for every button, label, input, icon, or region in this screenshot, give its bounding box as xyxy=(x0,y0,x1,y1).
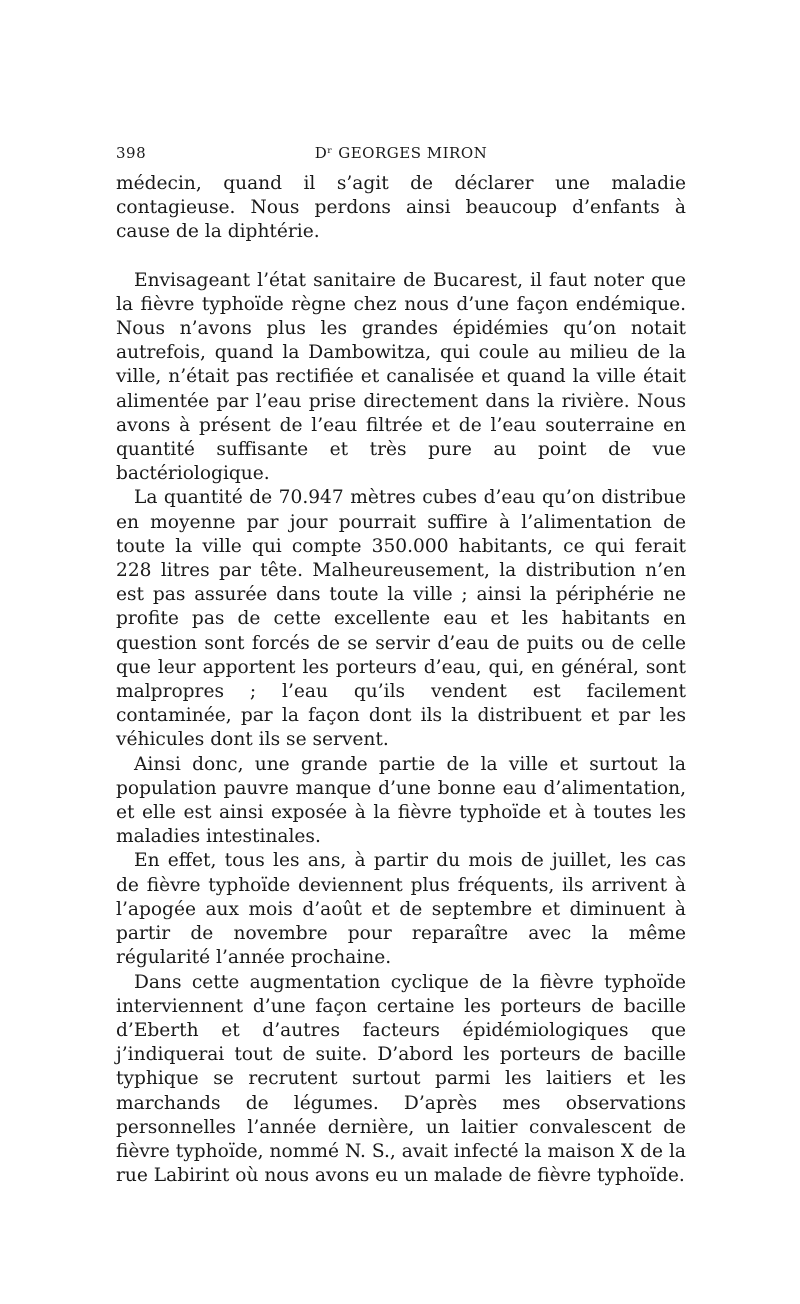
paragraph-bacillus-carriers: Dans cette augmentation cyclique de la fièvre typhoïde interviennent d’une façon certaine les porteurs de bacille d’Eberth et d’autres facteurs épidémiologiques que j’indiquerai tout de suite. D’abord les porteurs de bacille typhique se recrutent surtout parmi les laitiers et les marchands de légumes. D’après mes observations personnelles l’année dernière, un laitier convalescent de fièvre typhoïde, nommé N. S., avait infecté la maison X de la rue Labirint où nous avons eu un malade de fièvre typhoïde. xyxy=(116,971,686,1187)
paragraph-water-quantity: La quantité de 70.947 mètres cubes d’eau qu’on distribue en moyenne par jour pourrait suffire à l’alimentation de toute la ville qui compte 350.000 habitants, ce qui ferait 228 litres par tête. Malheureusement, la distribution n’en est pas assurée dans toute la ville ; ainsi la périphérie ne profite pas de cette excellente eau et les habitants en question sont forcés de se servir d’eau de puits ou de celle que leur apportent les porteurs d’eau, qui, en général, sont malpropres ; l’eau qu’ils vendent est facilement contaminée, par la façon dont ils la distribuent et par les véhicules dont ils se servent. xyxy=(116,487,686,751)
paragraph-sanitary-state: Envisageant l’état sanitaire de Bucarest, il faut noter que la fièvre typhoïde règne chez nous d’une façon endémique. Nous n’avons plus les grandes épidémies qu’on notait autrefois, quand la Dambowitza, qui coule au milieu de la ville, n’était pas rectifiée et canalisée et quand la ville était alimentée par l’eau prise directement dans la rivière. Nous avons à présent de l’eau filtrée et de l’eau souterraine en quantité suffisante et très pure au point de vue bactériologique. xyxy=(116,269,686,485)
running-title: Dʳ GEORGES MIRON xyxy=(314,144,488,162)
paragraph-continued: médecin, quand il s’agit de déclarer une maladie contagieuse. Nous perdons ainsi beaucoup d’enfants à cause de la diphtérie. xyxy=(116,173,686,243)
paragraph-seasonal-cases: En effet, tous les ans, à partir du mois de juillet, les cas de fièvre typhoïde deviennent plus fréquents, ils arrivent à l’apogée aux mois d’août et de septembre et diminuent à partir de novembre pour reparaître avec la même régularité l’année prochaine. xyxy=(116,850,686,969)
body-text xyxy=(116,172,686,1188)
paragraph-poor-population: Ainsi donc, une grande partie de la ville et surtout la population pauvre manque d’une bonne eau d’alimentation, et elle est ainsi exposée à la fièvre typhoïde et à toutes les maladies intestinales. xyxy=(116,753,686,848)
page-number: 398 xyxy=(116,144,147,162)
running-head xyxy=(116,144,686,168)
